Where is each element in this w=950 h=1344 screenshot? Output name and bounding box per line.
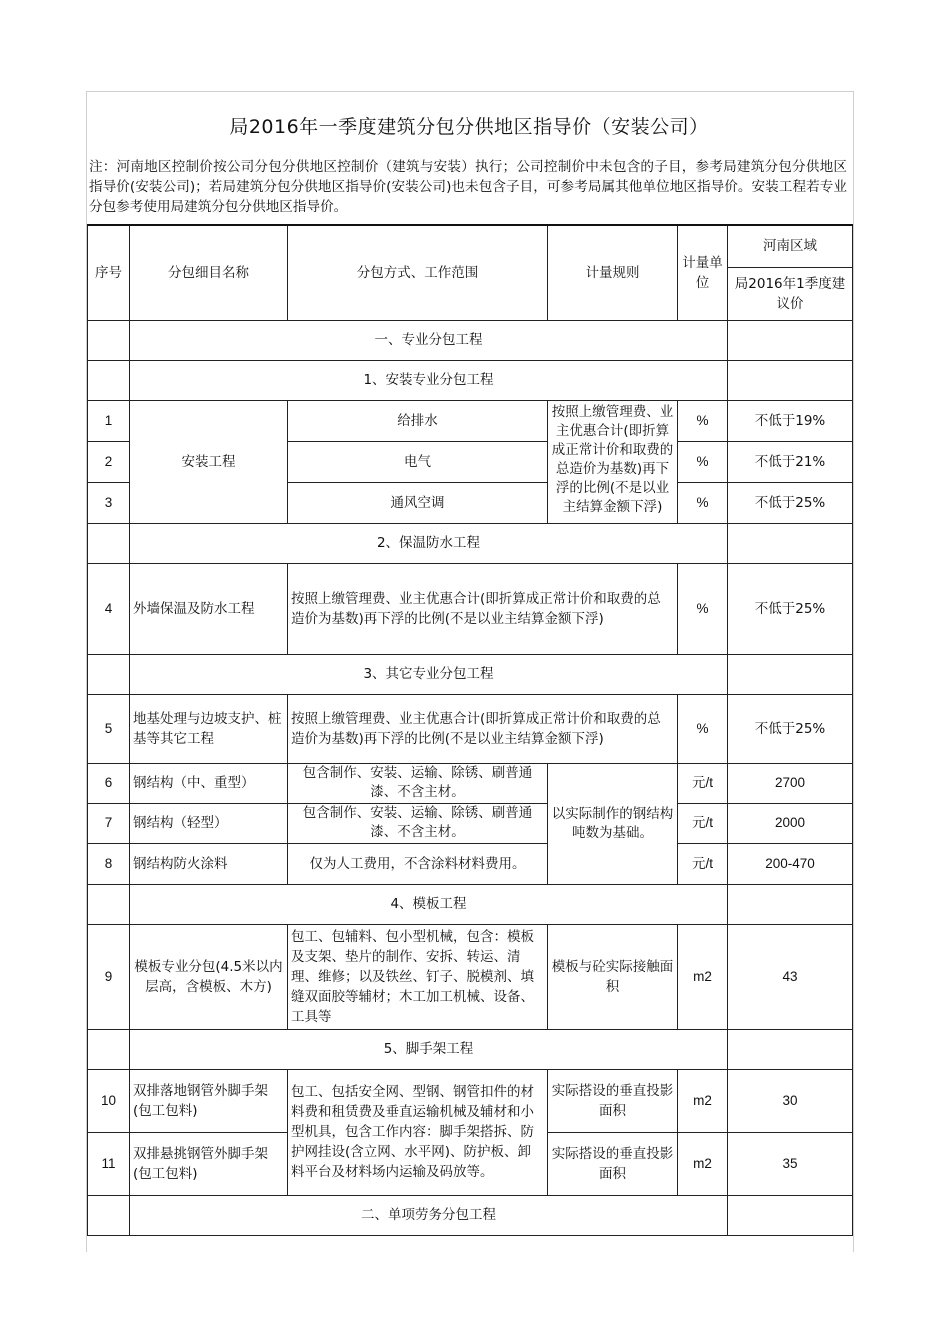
row-name: 外墙保温及防水工程 (130, 563, 288, 654)
header-price: 局2016年1季度建议价 (728, 267, 853, 320)
row-price: 不低于19% (728, 400, 853, 441)
document-title: 局2016年一季度建筑分包分供地区指导价（安装公司） (229, 116, 709, 138)
header-seq: 序号 (88, 225, 130, 320)
section-row (88, 320, 853, 360)
row-scope: 按照上缴管理费、业主优惠合计(即折算成正常计价和取费的总造价为基数)再下浮的比例(不是以业主结算金额下浮) (288, 563, 678, 654)
row-name: 双排悬挑钢管外脚手架(包工包料) (130, 1132, 288, 1195)
header-scope: 分包方式、工作范围 (288, 225, 548, 320)
row-name: 钢结构（中、重型） (130, 763, 288, 803)
header-region: 河南区域 (728, 225, 853, 267)
row-price: 30 (728, 1069, 853, 1132)
row-rule: 模板与砼实际接触面积 (548, 924, 678, 1029)
header-rule: 计量规则 (548, 225, 678, 320)
row-no: 1 (88, 400, 130, 441)
row-price: 43 (728, 924, 853, 1029)
row-unit: m2 (678, 1132, 728, 1195)
row-rule: 实际搭设的垂直投影面积 (548, 1132, 678, 1195)
row-scope: 仅为人工费用，不含涂料材料费用。 (288, 843, 548, 884)
table-row (88, 763, 853, 803)
subsection-row (88, 523, 853, 563)
row-scope: 给排水 (288, 400, 548, 441)
row-no: 3 (88, 482, 130, 523)
row-unit: % (678, 694, 728, 763)
row-price: 2000 (728, 803, 853, 843)
row-rule: 以实际制作的钢结构吨数为基础。 (548, 763, 678, 884)
row-scope: 通风空调 (288, 482, 548, 523)
subsection-row (88, 360, 853, 400)
row-price: 不低于25% (728, 563, 853, 654)
row-scope: 包工、包辅料、包小型机械，包含：模板及支架、垫片的制作、安拆、转运、清理、维修；以及铁丝、钉子、脱模剂、填缝双面胶等辅材；木工加工机械、设备、工具等 (288, 924, 548, 1029)
subsection-row (88, 1029, 853, 1069)
subsection-title: 5、脚手架工程 (130, 1029, 728, 1069)
row-scope: 包含制作、安装、运输、除锈、刷普通漆、不含主材。 (288, 803, 548, 843)
subsection-title: 1、安装专业分包工程 (130, 360, 728, 400)
subsection-row (88, 884, 853, 924)
row-unit: % (678, 400, 728, 441)
row-rule: 实际搭设的垂直投影面积 (548, 1069, 678, 1132)
table-row (88, 924, 853, 1029)
row-no: 9 (88, 924, 130, 1029)
table-row (88, 803, 853, 843)
row-name: 钢结构（轻型） (130, 803, 288, 843)
section-title: 一、专业分包工程 (130, 320, 728, 360)
row-price: 200-470 (728, 843, 853, 884)
row-unit: m2 (678, 1069, 728, 1132)
row-unit: % (678, 563, 728, 654)
row-no: 10 (88, 1069, 130, 1132)
table-row (88, 843, 853, 884)
row-scope: 包工、包括安全网、型钢、钢管扣件的材料费和租赁费及垂直运输机械及辅材和小型机具，包含工作内容：脚手架搭拆、防护网挂设(含立网、水平网)、防护板、卸料平台及材料场内运输及码放等。 (288, 1069, 548, 1195)
row-no: 6 (88, 763, 130, 803)
row-unit: % (678, 482, 728, 523)
row-unit: % (678, 441, 728, 482)
row-name: 钢结构防火涂料 (130, 843, 288, 884)
row-no: 7 (88, 803, 130, 843)
row-unit: 元/t (678, 763, 728, 803)
row-unit: m2 (678, 924, 728, 1029)
row-price: 不低于25% (728, 694, 853, 763)
row-name: 模板专业分包(4.5米以内层高，含模板、木方) (130, 924, 288, 1029)
subsection-row (88, 654, 853, 694)
row-unit: 元/t (678, 843, 728, 884)
row-price: 不低于21% (728, 441, 853, 482)
section-title: 二、单项劳务分包工程 (130, 1195, 728, 1235)
row-unit: 元/t (678, 803, 728, 843)
header-name: 分包细目名称 (130, 225, 288, 320)
row-scope: 包含制作、安装、运输、除锈、刷普通漆、不含主材。 (288, 763, 548, 803)
row-no: 4 (88, 563, 130, 654)
subsection-title: 4、模板工程 (130, 884, 728, 924)
subsection-title: 3、其它专业分包工程 (130, 654, 728, 694)
document-note: 注：河南地区控制价按公司分包分供地区控制价（建筑与安装）执行；公司控制价中未包含的子目，参考局建筑分包分供地区指导价(安装公司)；若局建筑分包分供地区指导价(安装公司)也未包含子目，可参考局属其他单位地区指导价。安装工程若专业分包参考使用局建筑分包分供地区指导价。 (89, 159, 847, 215)
row-price: 35 (728, 1132, 853, 1195)
row-no: 2 (88, 441, 130, 482)
row-scope: 按照上缴管理费、业主优惠合计(即折算成正常计价和取费的总造价为基数)再下浮的比例(不是以业主结算金额下浮) (288, 694, 678, 763)
row-price: 不低于25% (728, 482, 853, 523)
table-row (88, 694, 853, 763)
row-name: 双排落地钢管外脚手架(包工包料) (130, 1069, 288, 1132)
row-no: 11 (88, 1132, 130, 1195)
row-name: 安装工程 (130, 400, 288, 523)
table-row (88, 1069, 853, 1132)
table-row (88, 400, 853, 441)
row-name: 地基处理与边坡支护、桩基等其它工程 (130, 694, 288, 763)
row-scope: 电气 (288, 441, 548, 482)
row-no: 8 (88, 843, 130, 884)
row-price: 2700 (728, 763, 853, 803)
header-unit: 计量单位 (678, 225, 728, 320)
table-row (88, 563, 853, 654)
row-no: 5 (88, 694, 130, 763)
subsection-title: 2、保温防水工程 (130, 523, 728, 563)
row-rule: 按照上缴管理费、业主优惠合计(即折算成正常计价和取费的总造价为基数)再下浮的比例(不是以业主结算金额下浮) (548, 400, 678, 523)
price-table (87, 224, 853, 1236)
header-row (88, 225, 853, 267)
section-row (88, 1195, 853, 1235)
